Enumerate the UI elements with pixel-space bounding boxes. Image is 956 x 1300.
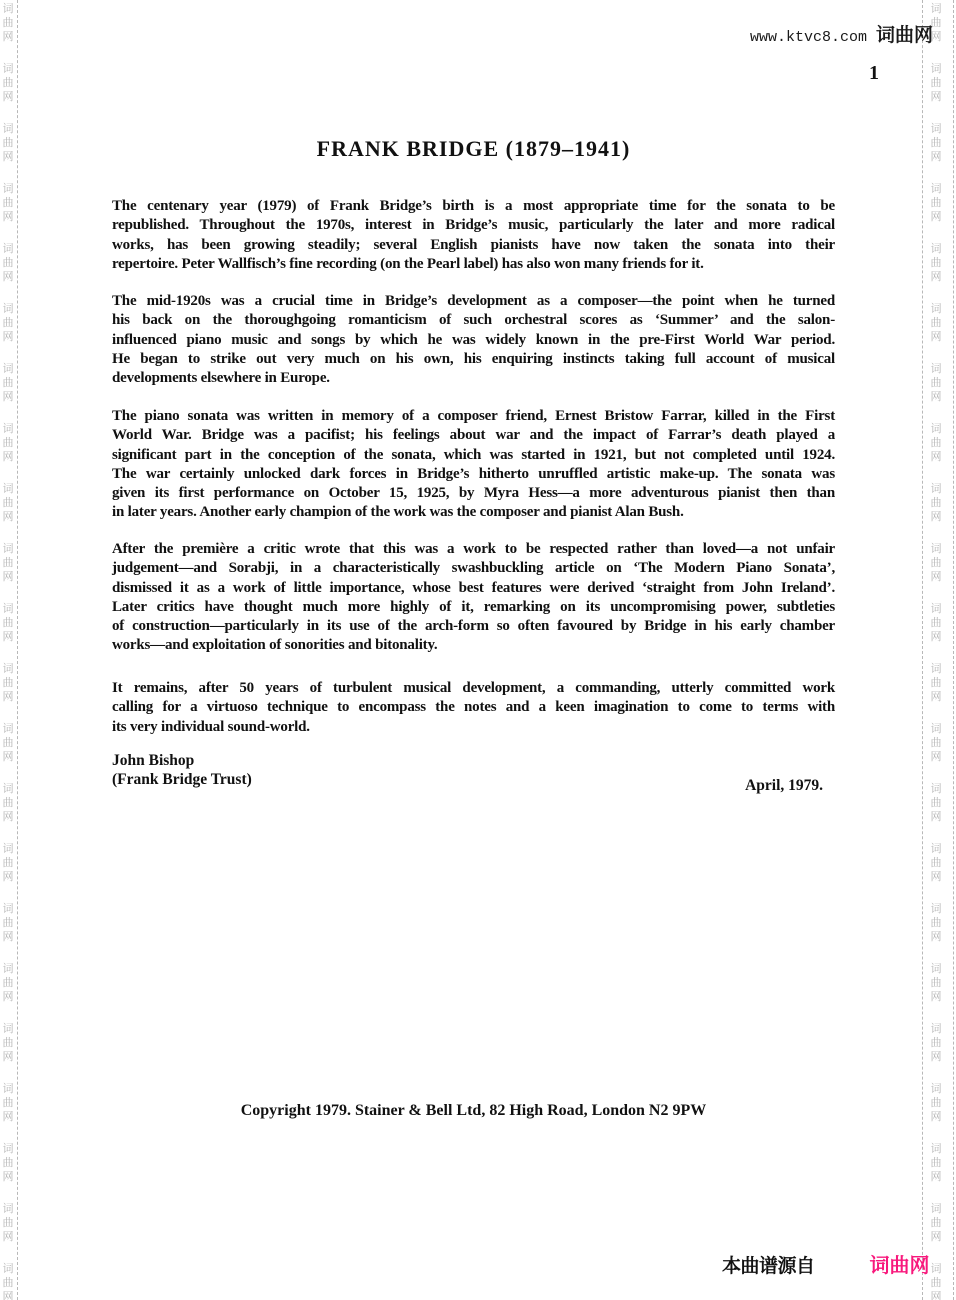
watermark-char: 网 xyxy=(2,151,14,163)
watermark-char-group xyxy=(929,482,943,524)
site-url-text: www.ktvc8.com xyxy=(749,29,867,46)
watermark-char-group xyxy=(1,302,15,344)
watermark-char-group xyxy=(929,242,943,284)
watermark-char: 曲 xyxy=(930,1277,942,1289)
watermark-char: 网 xyxy=(2,811,14,823)
watermark-char: 曲 xyxy=(930,737,942,749)
paragraph-line: calling for a virtuoso technique to encompass the notes and a keen imagination to come to terms with xyxy=(112,699,835,716)
watermark-char-group xyxy=(1,782,15,824)
watermark-char: 网 xyxy=(2,91,14,103)
watermark-char-group xyxy=(1,962,15,1004)
paragraph-line: Later critics have thought much more highly of it, remarking on its uncompromising power, subtleties xyxy=(112,598,835,615)
watermark-char: 曲 xyxy=(930,1097,942,1109)
watermark-char: 曲 xyxy=(2,377,14,389)
watermark-char: 网 xyxy=(930,1171,942,1183)
watermark-char-group xyxy=(929,722,943,764)
watermark-char: 词 xyxy=(930,303,942,315)
watermark-char-group xyxy=(929,302,943,344)
watermark-char: 网 xyxy=(2,511,14,523)
right-outer-dashed-rule xyxy=(953,0,954,1300)
watermark-char: 曲 xyxy=(930,797,942,809)
watermark-char-group xyxy=(929,662,943,704)
watermark-char: 曲 xyxy=(930,437,942,449)
watermark-char: 词 xyxy=(930,363,942,375)
watermark-char: 网 xyxy=(930,91,942,103)
paragraph-line: works, has been growing steadily; several English pianists have now taken the sonata into their xyxy=(112,236,835,253)
watermark-char-group xyxy=(1,542,15,584)
watermark-char-group xyxy=(929,182,943,224)
watermark-char: 词 xyxy=(2,303,14,315)
watermark-char: 词 xyxy=(930,123,942,135)
watermark-char: 网 xyxy=(930,751,942,763)
left-watermark-column xyxy=(1,2,15,1300)
signature-name: John Bishop xyxy=(112,752,195,769)
watermark-char: 词 xyxy=(2,1263,14,1275)
watermark-char: 网 xyxy=(930,811,942,823)
watermark-char: 曲 xyxy=(930,197,942,209)
watermark-char-group xyxy=(929,1082,943,1124)
watermark-char: 词 xyxy=(930,543,942,555)
watermark-char: 词 xyxy=(2,723,14,735)
watermark-char: 网 xyxy=(2,631,14,643)
paragraph-line: dismissed it as a work of little importance, whose best features were derived ‘straight from John Ireland’. xyxy=(112,579,835,596)
watermark-char: 网 xyxy=(2,1291,14,1300)
watermark-char: 网 xyxy=(2,331,14,343)
watermark-char: 曲 xyxy=(2,1097,14,1109)
watermark-char: 词 xyxy=(2,1023,14,1035)
watermark-char: 曲 xyxy=(930,77,942,89)
paragraph-line: works—and exploitation of sonorities and bitonality. xyxy=(112,637,438,654)
watermark-char-group xyxy=(929,122,943,164)
watermark-char: 词 xyxy=(2,903,14,915)
watermark-char: 词 xyxy=(2,63,14,75)
watermark-char: 网 xyxy=(2,1051,14,1063)
watermark-char: 曲 xyxy=(2,917,14,929)
watermark-char: 曲 xyxy=(2,737,14,749)
watermark-char: 曲 xyxy=(930,1037,942,1049)
watermark-char: 曲 xyxy=(2,77,14,89)
watermark-char: 网 xyxy=(2,931,14,943)
watermark-char: 网 xyxy=(930,331,942,343)
watermark-char: 曲 xyxy=(2,197,14,209)
watermark-char: 词 xyxy=(930,903,942,915)
watermark-char: 词 xyxy=(930,843,942,855)
watermark-char: 词 xyxy=(2,1143,14,1155)
paragraph xyxy=(112,197,835,274)
watermark-char: 词 xyxy=(2,183,14,195)
watermark-char: 曲 xyxy=(2,1217,14,1229)
text-column xyxy=(112,0,835,1300)
watermark-char: 曲 xyxy=(930,137,942,149)
watermark-char: 网 xyxy=(930,451,942,463)
watermark-char: 词 xyxy=(930,243,942,255)
watermark-char: 词 xyxy=(2,1083,14,1095)
watermark-char-group xyxy=(1,2,15,44)
watermark-char: 词 xyxy=(2,843,14,855)
watermark-char: 网 xyxy=(930,1231,942,1243)
watermark-char: 曲 xyxy=(2,437,14,449)
paragraph-line: repertoire. Peter Wallfisch’s fine recording (on the Pearl label) has also won many friends for it. xyxy=(112,255,704,272)
watermark-char-group xyxy=(929,782,943,824)
watermark-char: 词 xyxy=(930,3,942,15)
watermark-char: 网 xyxy=(930,1051,942,1063)
watermark-char: 曲 xyxy=(2,677,14,689)
paragraph xyxy=(112,679,835,737)
watermark-char: 网 xyxy=(2,691,14,703)
paragraph-line: its very individual sound-world. xyxy=(112,718,310,735)
watermark-char: 词 xyxy=(930,183,942,195)
watermark-char-group xyxy=(1,842,15,884)
watermark-char: 网 xyxy=(2,391,14,403)
copyright-line: Copyright 1979. Stainer & Bell Ltd, 82 High Road, London N2 9PW xyxy=(240,1102,707,1119)
watermark-char-group xyxy=(1,1142,15,1184)
watermark-char-group xyxy=(1,1262,15,1300)
watermark-char: 词 xyxy=(930,1143,942,1155)
watermark-char: 词 xyxy=(2,603,14,615)
watermark-char: 网 xyxy=(2,991,14,1003)
paragraph-line: The piano sonata was written in memory of a composer friend, Ernest Bristow Farrar, killed in the First xyxy=(112,408,835,424)
watermark-char: 网 xyxy=(2,871,14,883)
watermark-char: 曲 xyxy=(2,137,14,149)
watermark-char-group xyxy=(1,422,15,464)
watermark-char-group xyxy=(929,62,943,104)
watermark-char: 网 xyxy=(930,571,942,583)
bottom-source-watermark xyxy=(722,1249,930,1278)
watermark-char: 网 xyxy=(930,691,942,703)
watermark-char: 词 xyxy=(930,1203,942,1215)
watermark-char-group xyxy=(929,902,943,944)
watermark-char-group xyxy=(929,602,943,644)
paragraph-line: significant part in the conception of the sonata, which was started in 1921, but not completed until 1924. xyxy=(112,446,835,463)
watermark-char: 网 xyxy=(2,31,14,43)
watermark-char-group xyxy=(1,602,15,644)
watermark-char: 曲 xyxy=(930,917,942,929)
watermark-char: 网 xyxy=(930,631,942,643)
paragraph-line: of construction—particularly in its use of the arch-form so often favoured by Bridge in his early chamber xyxy=(112,618,835,635)
watermark-char: 词 xyxy=(930,603,942,615)
watermark-char-group xyxy=(1,362,15,404)
watermark-char: 网 xyxy=(930,991,942,1003)
watermark-char: 曲 xyxy=(2,17,14,29)
paragraph-line: judgement—and Sorabji, in a characteristically swashbuckling article on ‘The Modern Piano Sonata’, xyxy=(112,560,835,577)
watermark-char-group xyxy=(929,842,943,884)
watermark-char: 网 xyxy=(930,931,942,943)
paragraph-line: republished. Throughout the 1970s, interest in Bridge’s music, particularly the later and more radical xyxy=(112,217,835,234)
site-name-text: 词曲网 xyxy=(875,25,933,46)
watermark-char: 词 xyxy=(2,963,14,975)
watermark-char: 曲 xyxy=(930,617,942,629)
watermark-char: 曲 xyxy=(930,17,942,29)
watermark-char: 网 xyxy=(930,511,942,523)
watermark-char-group xyxy=(929,1142,943,1184)
score-source-label: 本曲谱源自 xyxy=(722,1256,815,1277)
watermark-char-group xyxy=(1,62,15,104)
watermark-char: 网 xyxy=(930,1111,942,1123)
watermark-char: 网 xyxy=(930,151,942,163)
watermark-char: 曲 xyxy=(930,977,942,989)
watermark-char-group xyxy=(1,1202,15,1244)
paragraph-line: influenced piano music and songs by which he was widely known in the pre-First World War period. xyxy=(112,331,835,348)
watermark-char: 词 xyxy=(2,543,14,555)
watermark-char: 网 xyxy=(2,271,14,283)
paragraph-line: World War. Bridge was a pacifist; his feelings about war and the impact of Farrar’s death played a xyxy=(112,427,835,444)
watermark-char: 词 xyxy=(2,1203,14,1215)
site-logo-text: 词曲网 xyxy=(869,1255,930,1277)
watermark-char: 曲 xyxy=(2,497,14,509)
watermark-char-group xyxy=(929,542,943,584)
watermark-char: 网 xyxy=(2,751,14,763)
watermark-char: 词 xyxy=(930,663,942,675)
watermark-char: 网 xyxy=(2,1231,14,1243)
watermark-char-group xyxy=(929,422,943,464)
watermark-char: 曲 xyxy=(2,977,14,989)
watermark-char: 网 xyxy=(930,871,942,883)
paragraph-line: He began to strike out very much on his own, his enquiring instincts taking full account of musical xyxy=(112,350,835,367)
watermark-char-group xyxy=(929,362,943,404)
watermark-char: 词 xyxy=(930,1083,942,1095)
signature-affiliation: (Frank Bridge Trust) xyxy=(112,771,252,788)
watermark-char: 曲 xyxy=(2,257,14,269)
watermark-char-group xyxy=(929,962,943,1004)
right-inner-dashed-rule xyxy=(922,0,923,1300)
watermark-char: 网 xyxy=(930,391,942,403)
page-number: 1 xyxy=(869,62,879,84)
watermark-char: 曲 xyxy=(2,557,14,569)
paragraph-line: The mid-1920s was a crucial time in Bridge’s development as a composer—the point when he turned xyxy=(112,293,835,309)
watermark-char: 词 xyxy=(2,483,14,495)
watermark-char: 网 xyxy=(2,1111,14,1123)
page-title: FRANK BRIDGE (1879–1941) xyxy=(316,136,631,161)
watermark-char: 词 xyxy=(2,3,14,15)
watermark-char: 曲 xyxy=(930,1217,942,1229)
watermark-char: 网 xyxy=(2,451,14,463)
watermark-char: 网 xyxy=(930,211,942,223)
watermark-char: 词 xyxy=(930,423,942,435)
paragraph-line: given its first performance on October 15, 1925, by Myra Hess—a more adventurous pianist then than xyxy=(112,485,835,502)
watermark-char: 网 xyxy=(930,1291,942,1300)
watermark-char: 曲 xyxy=(2,1037,14,1049)
paragraph-line: his back on the thoroughgoing romanticism of such orchestral scores as ‘Summer’ and the salon- xyxy=(112,312,835,329)
watermark-char-group xyxy=(1,722,15,764)
watermark-char-group xyxy=(1,662,15,704)
watermark-char: 网 xyxy=(2,571,14,583)
watermark-char-group xyxy=(929,1262,943,1300)
watermark-char: 词 xyxy=(2,663,14,675)
watermark-char: 网 xyxy=(930,31,942,43)
paragraph-line: developments elsewhere in Europe. xyxy=(112,370,330,387)
watermark-char: 词 xyxy=(2,243,14,255)
paragraph-line: in later years. Another early champion of the work was the composer and pianist Alan Bush. xyxy=(112,504,684,521)
watermark-char: 曲 xyxy=(2,857,14,869)
paragraph xyxy=(112,407,835,523)
watermark-char: 曲 xyxy=(930,557,942,569)
watermark-char-group xyxy=(1,482,15,524)
paragraph xyxy=(112,540,835,656)
watermark-char: 曲 xyxy=(930,677,942,689)
watermark-char: 网 xyxy=(2,211,14,223)
watermark-char-group xyxy=(1,182,15,224)
watermark-char-group xyxy=(929,1022,943,1064)
paragraph-line: It remains, after 50 years of turbulent musical development, a commanding, utterly committed work xyxy=(112,680,835,696)
watermark-char-group xyxy=(1,1082,15,1124)
watermark-char: 词 xyxy=(2,423,14,435)
watermark-char: 词 xyxy=(930,963,942,975)
watermark-char: 词 xyxy=(930,1263,942,1275)
watermark-char: 曲 xyxy=(930,497,942,509)
watermark-char: 词 xyxy=(930,783,942,795)
paragraph-line: The war certainly unlocked dark forces in Bridge’s hitherto unruffled artistic make-up. The sonata was xyxy=(112,465,835,482)
watermark-char-group xyxy=(1,1022,15,1064)
watermark-char: 词 xyxy=(2,363,14,375)
watermark-char: 词 xyxy=(2,783,14,795)
watermark-char: 曲 xyxy=(2,1277,14,1289)
left-dashed-rule xyxy=(17,0,18,1300)
watermark-char: 网 xyxy=(930,271,942,283)
watermark-char: 曲 xyxy=(930,857,942,869)
watermark-char-group xyxy=(929,1202,943,1244)
paragraph-line: After the première a critic wrote that this was a work to be respected rather than loved—a not unfair xyxy=(112,541,835,557)
watermark-char: 曲 xyxy=(930,317,942,329)
watermark-char: 曲 xyxy=(2,317,14,329)
watermark-char-group xyxy=(1,902,15,944)
watermark-char: 词 xyxy=(930,723,942,735)
watermark-char: 词 xyxy=(930,63,942,75)
watermark-char: 曲 xyxy=(930,1157,942,1169)
watermark-char: 曲 xyxy=(930,257,942,269)
paragraph-line: The centenary year (1979) of Frank Bridge’s birth is a most appropriate time for the sonata to be xyxy=(112,198,835,214)
watermark-char: 曲 xyxy=(2,797,14,809)
watermark-char: 词 xyxy=(930,483,942,495)
watermark-char: 词 xyxy=(2,123,14,135)
watermark-char: 网 xyxy=(2,1171,14,1183)
watermark-char-group xyxy=(1,122,15,164)
watermark-char: 曲 xyxy=(2,1157,14,1169)
watermark-char-group xyxy=(1,242,15,284)
watermark-char: 曲 xyxy=(930,377,942,389)
right-watermark-column xyxy=(929,2,943,1300)
paragraph xyxy=(112,292,835,388)
signature-date: April, 1979. xyxy=(745,777,823,794)
watermark-char: 词 xyxy=(930,1023,942,1035)
watermark-char: 曲 xyxy=(2,617,14,629)
